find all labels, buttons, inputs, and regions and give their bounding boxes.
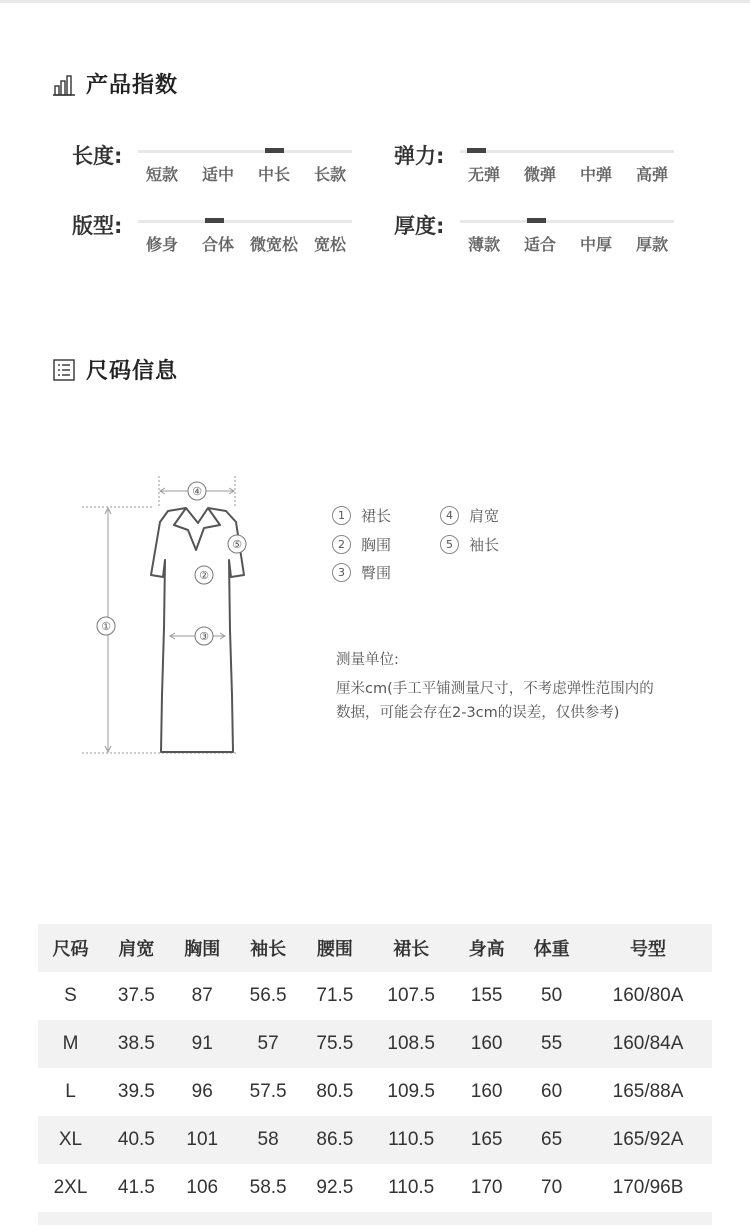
table-row xyxy=(38,972,712,1020)
legend-text: 臀围 xyxy=(361,564,392,582)
legend-item xyxy=(332,562,391,583)
index-option: 中长 xyxy=(257,165,290,184)
table-cell: 40.5 xyxy=(117,1129,155,1150)
table-cell: 86.5 xyxy=(316,1129,354,1150)
table-cell: 58.5 xyxy=(249,1177,287,1198)
marker-label: ② xyxy=(199,569,209,582)
table-cell: 101 xyxy=(186,1129,219,1150)
table-cell: 96 xyxy=(191,1081,213,1102)
index-label: 版型: xyxy=(72,214,123,238)
legend-number: 1 xyxy=(332,506,351,525)
table-cell: 92.5 xyxy=(316,1177,354,1198)
table-cell: 165/88A xyxy=(612,1081,684,1102)
index-label: 厚度: xyxy=(394,214,445,238)
table-cell: 110.5 xyxy=(388,1177,435,1198)
index-option: 微宽松 xyxy=(249,235,298,254)
index-option: 薄款 xyxy=(467,235,500,254)
column-header: 号型 xyxy=(630,939,667,960)
index-label: 长度: xyxy=(72,144,123,168)
table-cell: 91 xyxy=(191,1033,213,1054)
table-cell: 107.5 xyxy=(387,985,435,1006)
index-elasticity xyxy=(394,140,684,190)
index-option: 适中 xyxy=(201,165,234,184)
table-cell: 75.5 xyxy=(316,1033,354,1054)
index-option: 长款 xyxy=(313,165,346,184)
table-row-partial xyxy=(38,1212,712,1225)
table-cell: 165/92A xyxy=(612,1129,684,1150)
table-cell: 109.5 xyxy=(387,1081,435,1102)
measure-note-line: 厘米cm(手工平铺测量尺寸，不考虑弹性范围内的 xyxy=(336,681,654,697)
bar-chart-icon xyxy=(52,72,76,96)
legend-text: 裙长 xyxy=(361,507,392,525)
top-divider xyxy=(0,0,750,3)
index-marker xyxy=(467,148,486,153)
size-info-header xyxy=(52,354,178,385)
marker-label: ⑤ xyxy=(232,538,242,551)
dress-diagram xyxy=(78,470,278,760)
table-row xyxy=(38,1164,712,1212)
table-cell: 57.5 xyxy=(249,1081,287,1102)
table-cell: 160 xyxy=(470,1033,503,1054)
table-cell: 160 xyxy=(470,1081,503,1102)
measure-note-line: 数据，可能会存在2-3cm的误差，仅供参考) xyxy=(336,705,620,721)
table-cell: 60 xyxy=(541,1081,563,1102)
table-cell: L xyxy=(65,1081,76,1102)
column-header: 胸围 xyxy=(184,939,221,960)
index-track xyxy=(460,220,674,223)
table-cell: 165 xyxy=(470,1129,503,1150)
table-cell: 57 xyxy=(257,1033,279,1054)
table-cell: 39.5 xyxy=(117,1081,155,1102)
table-row xyxy=(38,1020,712,1068)
table-row xyxy=(38,1116,712,1164)
index-option: 厚款 xyxy=(635,235,668,254)
legend-item xyxy=(332,534,391,555)
legend-number: 3 xyxy=(332,563,351,582)
index-track xyxy=(138,220,352,223)
table-cell: 108.5 xyxy=(387,1033,435,1054)
table-cell: 155 xyxy=(470,985,503,1006)
measure-unit-title: 测量单位: xyxy=(336,652,399,668)
index-option: 短款 xyxy=(145,165,178,184)
table-header-row xyxy=(38,924,712,972)
legend-number: 2 xyxy=(332,535,351,554)
legend-item xyxy=(440,505,499,526)
index-option: 合体 xyxy=(201,235,234,254)
table-cell: 170 xyxy=(470,1177,503,1198)
column-header: 尺码 xyxy=(52,939,89,960)
table-cell: 58 xyxy=(257,1129,279,1150)
column-header: 身高 xyxy=(468,939,505,960)
index-track xyxy=(460,150,674,153)
index-option: 中弹 xyxy=(579,165,612,184)
column-header: 袖长 xyxy=(250,939,287,960)
marker-label: ③ xyxy=(199,630,209,643)
table-cell: 170/96B xyxy=(612,1177,684,1198)
legend-text: 袖长 xyxy=(469,536,500,554)
index-thickness xyxy=(394,210,684,260)
product-index-header xyxy=(52,68,178,99)
section-title: 产品指数 xyxy=(86,73,179,98)
table-cell: 55 xyxy=(541,1033,563,1054)
index-option: 无弹 xyxy=(467,165,500,184)
marker-label: ④ xyxy=(192,485,202,498)
table-cell xyxy=(38,1212,712,1225)
list-icon xyxy=(52,358,76,382)
legend-text: 胸围 xyxy=(361,536,392,554)
index-label: 弹力: xyxy=(394,144,445,168)
index-option: 修身 xyxy=(145,235,178,254)
table-cell: 87 xyxy=(191,985,213,1006)
column-header: 肩宽 xyxy=(118,939,155,960)
index-option: 中厚 xyxy=(579,235,612,254)
legend-text: 肩宽 xyxy=(469,507,500,525)
table-cell: 110.5 xyxy=(388,1129,435,1150)
index-fit xyxy=(72,210,362,260)
table-cell: 37.5 xyxy=(117,985,155,1006)
table-cell: M xyxy=(62,1033,79,1054)
index-marker xyxy=(265,148,284,153)
index-option: 高弹 xyxy=(635,165,668,184)
table-cell: 2XL xyxy=(53,1177,88,1198)
index-option: 适合 xyxy=(523,235,556,254)
index-option: 微弹 xyxy=(523,165,556,184)
column-header: 腰围 xyxy=(316,939,353,960)
table-cell: 70 xyxy=(541,1177,563,1198)
table-cell: S xyxy=(64,985,77,1006)
legend-item xyxy=(332,505,391,526)
table-cell: 71.5 xyxy=(316,985,354,1006)
legend-item xyxy=(440,534,499,555)
table-cell: 56.5 xyxy=(249,985,287,1006)
legend-number: 5 xyxy=(440,535,459,554)
table-row xyxy=(38,1068,712,1116)
table-cell: 106 xyxy=(186,1177,219,1198)
index-marker xyxy=(527,218,546,223)
table-cell: XL xyxy=(58,1129,83,1150)
column-header: 体重 xyxy=(533,939,570,960)
legend-number: 4 xyxy=(440,506,459,525)
column-header: 裙长 xyxy=(393,939,430,960)
table-cell: 50 xyxy=(541,985,563,1006)
table-cell: 80.5 xyxy=(316,1081,354,1102)
table-cell: 65 xyxy=(541,1129,563,1150)
table-cell: 41.5 xyxy=(117,1177,155,1198)
table-cell: 160/80A xyxy=(612,985,684,1006)
size-table xyxy=(38,924,712,1225)
index-length xyxy=(72,140,362,190)
table-cell: 38.5 xyxy=(117,1033,155,1054)
index-marker xyxy=(205,218,224,223)
marker-label: ① xyxy=(101,620,111,633)
index-option: 宽松 xyxy=(313,235,346,254)
index-track xyxy=(138,150,352,153)
table-cell: 160/84A xyxy=(612,1033,684,1054)
section-title: 尺码信息 xyxy=(86,359,179,384)
